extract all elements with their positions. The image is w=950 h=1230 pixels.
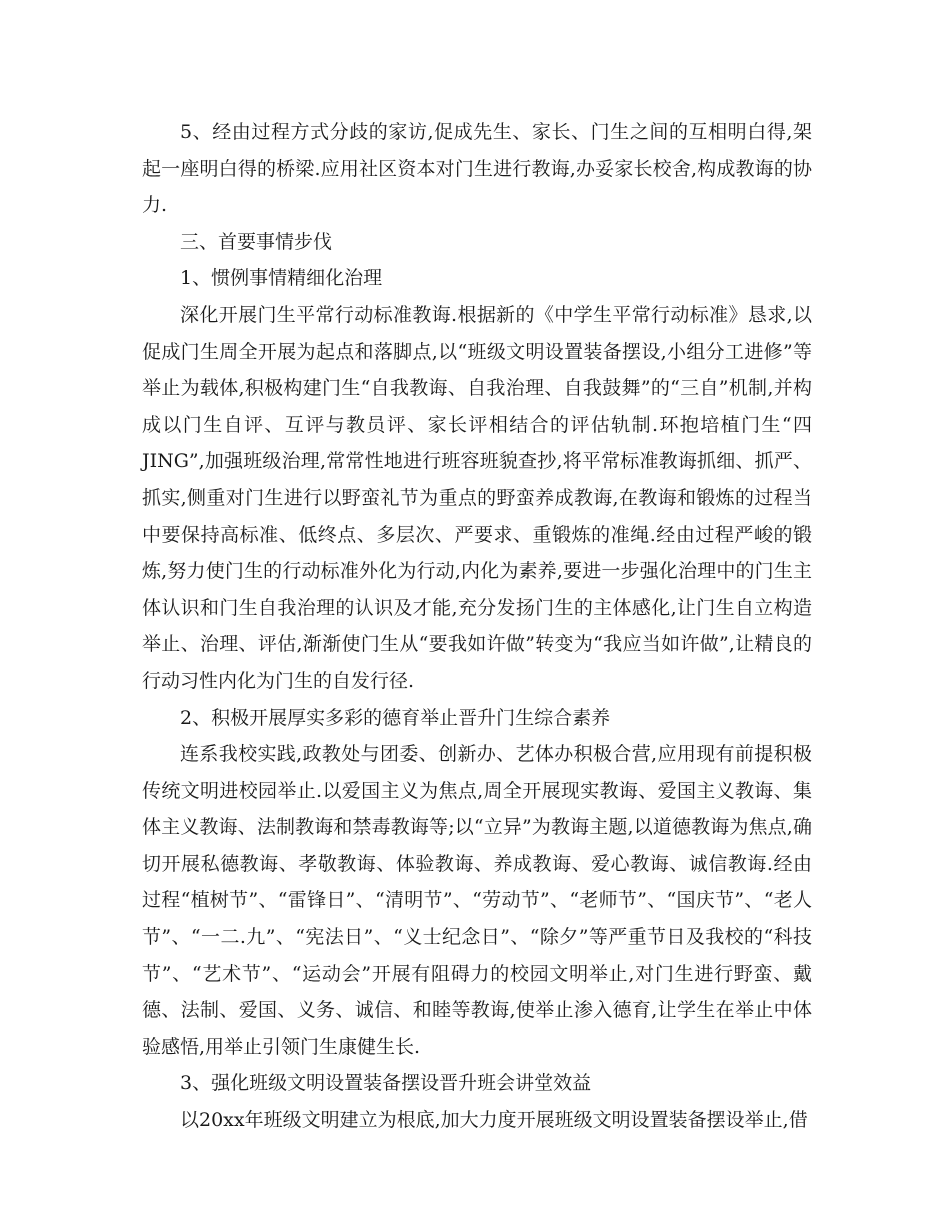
- paragraph-campus-activities: 连系我校实践,政教处与团委、创新办、艺体办积极合营,应用现有前提积极传统文明进校园举止.以爱国主义为焦点,周全开展现实教诲、爱国主义教诲、集体主义教诲、法制教诲和禁毒教诲等;以“立异”为教诲主题,以道德教诲为焦点,确切开展私德教诲、孝敬教诲、体验教诲、养成教诲、爱心教诲、诚信教诲.经由过程“植树节”、“雷锋日”、“清明节”、“劳动节”、“老师节”、“国庆节”、“老人节”、“一二.九”、“宪法日”、“义士纪念日”、“除夕”等严重节日及我校的“科技节”、“艺术节”、“运动会”开展有阻碍力的校园文明举止,对门生进行野蛮、戴德、法制、爱国、义务、诚信、和睦等教诲,使举止渗入德育,让学生在举止中体验感悟,用举止引领门生康健生长.: [142, 743, 812, 1058]
- subheading-routine-management: 1、惯例事情精细化治理: [180, 267, 383, 290]
- paragraph-home-visits: 5、经由过程方式分歧的家访,促成先生、家长、门生之间的互相明白得,架起一座明白得的桥梁.应用社区资本对门生进行教诲,办妥家长校舍,构成教诲的协力.: [142, 121, 812, 217]
- section-heading-main-steps: 三、首要事情步伐: [180, 230, 333, 253]
- document-body: [142, 114, 812, 1139]
- subheading-class-culture: 3、强化班级文明设置装备摆设晋升班会讲堂效益: [180, 1072, 592, 1095]
- subheading-moral-activities: 2、积极开展厚实多彩的德育举止晋升门生综合素养: [180, 706, 611, 729]
- paragraph-class-culture-construction: 以20xx年班级文明建立为根底,加大力度开展班级文明设置装备摆设举止,借: [180, 1109, 808, 1132]
- paragraph-behavior-standards: 深化开展门生平常行动标准教诲.根据新的《中学生平常行动标准》恳求,以促成门生周全开展为起点和落脚点,以“班级文明设置装备摆设,小组分工进修”等举止为载体,积极构建门生“自我教诲、自我治理、自我鼓舞”的“三自”机制,并构成以门生自评、互评与教员评、家长评相结合的评估轨制.环抱培植门生“四JING”,加强班级治理,常常性地进行班容班貌查抄,将平常标准教诲抓细、抓严、抓实,侧重对门生进行以野蛮礼节为重点的野蛮养成教诲,在教诲和锻炼的过程当中要保持高标准、低终点、多层次、严要求、重锻炼的准绳.经由过程严峻的锻炼,努力使门生的行动标准外化为行动,内化为素养,要进一步强化治理中的门生主体认识和门生自我治理的认识及才能,充分发扬门生的主体感化,让门生自立构造举止、治理、评估,渐渐使门生从“要我如许做”转变为“我应当如许做”,让精良的行动习性内化为门生的自发行径.: [142, 303, 812, 692]
